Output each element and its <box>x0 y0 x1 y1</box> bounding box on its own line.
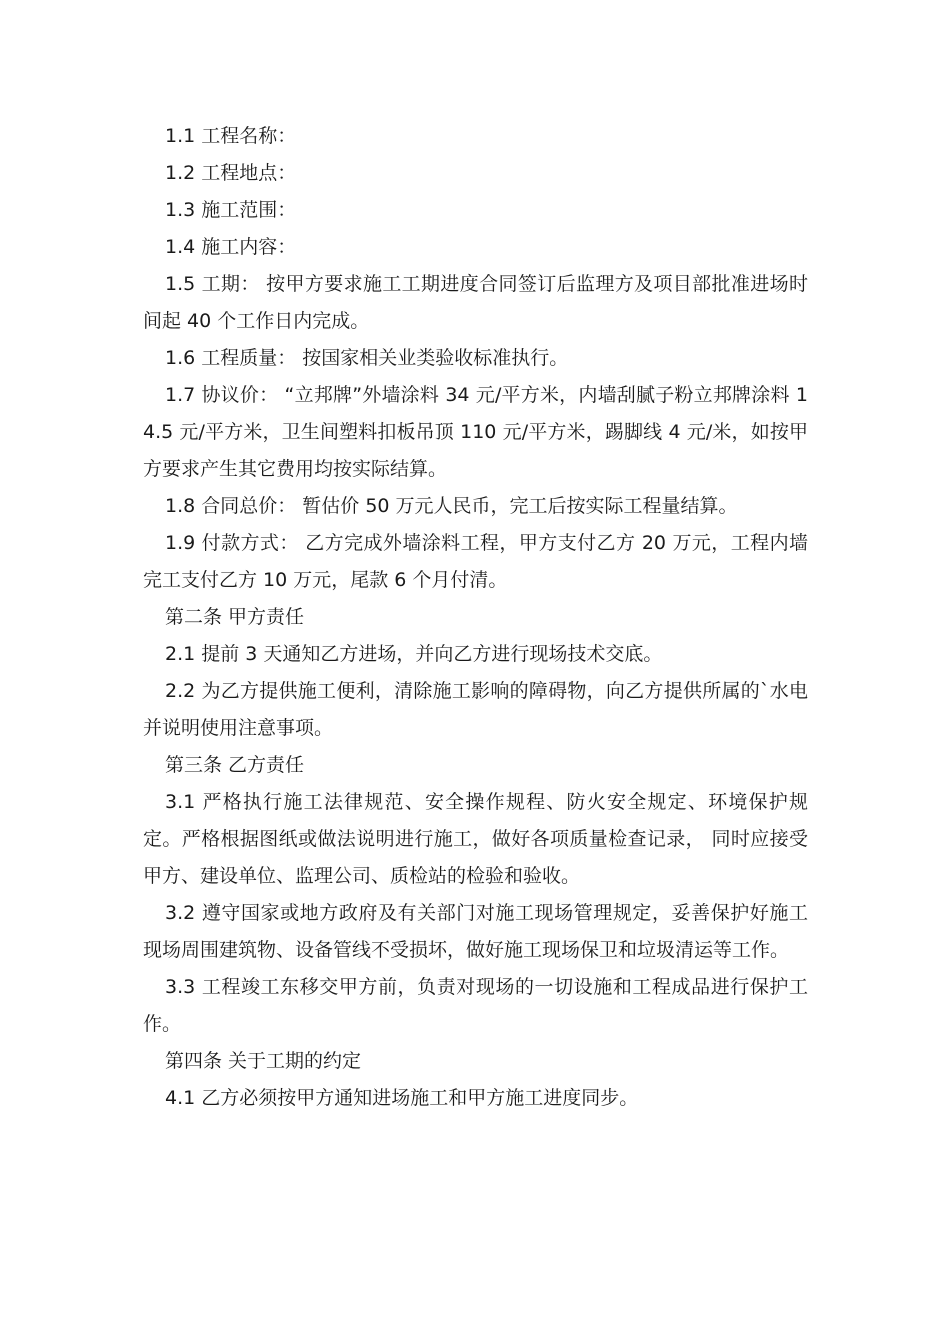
paragraph-1-4-content: 1.4 施工内容： <box>165 236 297 258</box>
paragraph-1-2-project-location: 1.2 工程地点： <box>165 162 297 184</box>
paragraph-1-5-duration: 1.5 工期： 按甲方要求施工工期进度合同签订后监理方及项目部批准进场时间起 40 个工作日内完成。 <box>143 273 808 332</box>
paragraph-4-1: 4.1 乙方必须按甲方通知进场施工和甲方施工进度同步。 <box>165 1087 639 1109</box>
paragraph-1-6-quality: 1.6 工程质量： 按国家相关业类验收标准执行。 <box>165 347 569 369</box>
paragraph-1-7-agreed-price: 1.7 协议价： “立邦牌”外墙涂料 34 元/平方米，内墙刮腻子粉立邦牌涂料 14.5 元/平方米，卫生间塑料扣板吊顶 110 元/平方米，踢脚线 4 元/米，如按甲方要求产生其它费用均按实际结算。 <box>143 384 808 480</box>
section-heading-article-3: 第三条 乙方责任 <box>165 754 305 776</box>
paragraph-2-1: 2.1 提前 3 天通知乙方进场，并向乙方进行现场技术交底。 <box>165 643 663 665</box>
paragraph-3-2: 3.2 遵守国家或地方政府及有关部门对施工现场管理规定，妥善保护好施工现场周围建筑物、设备管线不受损坏，做好施工现场保卫和垃圾清运等工作。 <box>143 902 808 961</box>
section-heading-article-2: 第二条 甲方责任 <box>165 606 305 628</box>
paragraph-1-3-scope: 1.3 施工范围： <box>165 199 297 221</box>
paragraph-1-9-payment: 1.9 付款方式： 乙方完成外墙涂料工程，甲方支付乙方 20 万元，工程内墙完工支付乙方 10 万元，尾款 6 个月付清。 <box>143 532 808 591</box>
paragraph-1-1-project-name: 1.1 工程名称： <box>165 125 297 147</box>
paragraph-3-1: 3.1 严格执行施工法律规范、安全操作规程、防火安全规定、环境保护规定。严格根据图纸或做法说明进行施工，做好各项质量检查记录， 同时应接受甲方、建设单位、监理公司、质检站的检验和验收。 <box>143 791 808 887</box>
paragraph-3-3: 3.3 工程竣工东移交甲方前，负责对现场的一切设施和工程成品进行保护工作。 <box>143 976 808 1035</box>
paragraph-1-8-total-price: 1.8 合同总价： 暂估价 50 万元人民币，完工后按实际工程量结算。 <box>165 495 738 517</box>
paragraph-2-2: 2.2 为乙方提供施工便利，清除施工影响的障碍物，向乙方提供所属的`水电并说明使用注意事项。 <box>143 680 808 739</box>
document-page <box>143 118 808 1117</box>
section-heading-article-4: 第四条 关于工期的约定 <box>165 1050 362 1072</box>
